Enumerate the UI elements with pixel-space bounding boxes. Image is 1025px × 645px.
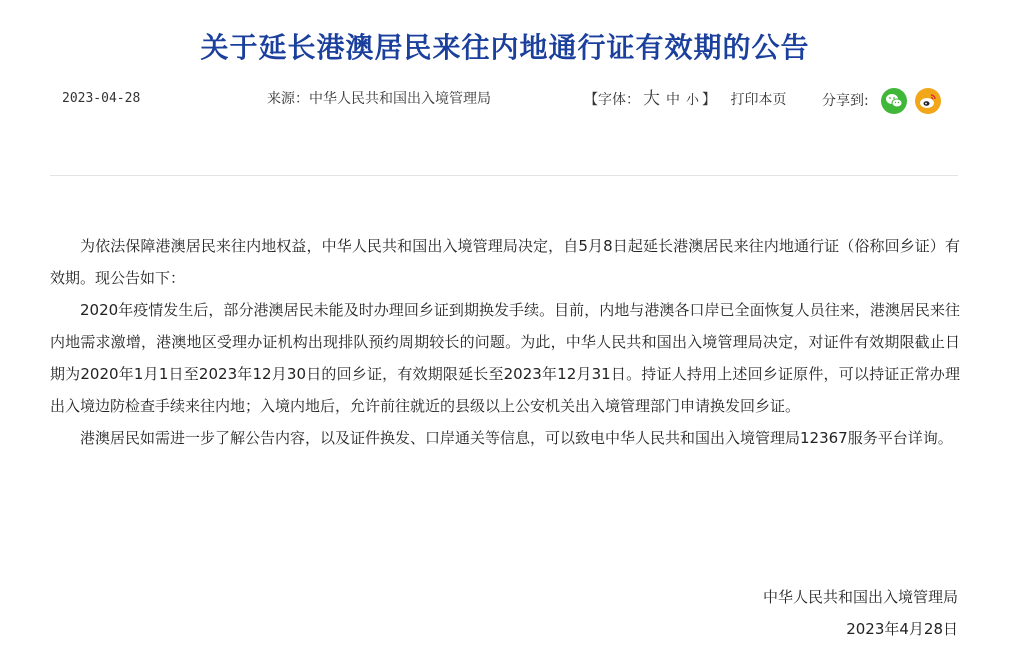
source-label: 来源：中华人民共和国出入境管理局 <box>267 91 491 107</box>
font-large-button[interactable]: 大 <box>643 89 660 109</box>
paragraph: 港澳居民如需进一步了解公告内容，以及证件换发、口岸通关等信息，可以致电中华人民共和国出入境管理局12367服务平台详询。 <box>80 429 953 447</box>
font-size-prefix: 【字体： <box>584 92 640 108</box>
share-label: 分享到: <box>822 93 869 109</box>
print-button[interactable]: 打印本页 <box>730 92 787 108</box>
page-title: 关于延长港澳居民来往内地通行证有效期的公告 <box>200 31 810 64</box>
publish-date: 2023-04-28 <box>62 91 141 106</box>
weibo-icon[interactable] <box>915 88 941 114</box>
wechat-icon[interactable] <box>881 88 907 114</box>
signature <box>763 581 958 645</box>
share-bar <box>822 88 941 114</box>
font-size-controls <box>584 88 789 112</box>
font-medium-button[interactable]: 中 <box>666 92 680 108</box>
signature-org: 中华人民共和国出入境管理局 <box>762 588 958 606</box>
font-size-suffix: 】 <box>702 92 717 108</box>
divider <box>50 175 958 176</box>
font-small-button[interactable]: 小 <box>686 93 700 108</box>
paragraph: 为依法保障港澳居民来往内地权益，中华人民共和国出入境管理局决定，自5月8日起延长港澳居民来往内地通行证（俗称回乡证）有效期。现公告如下： <box>50 237 960 287</box>
paragraph: 2020年疫情发生后，部分港澳居民未能及时办理回乡证到期换发手续。目前，内地与港澳各口岸已全面恢复人员往来，港澳居民来往内地需求激增，港澳地区受理办证机构出现排队预约周期较长的问题。为此，中华人民共和国出入境管理局决定，对证件有效期限截止日期为2020年1月1日至2023年12月30日的回乡证，有效期限延长至2023年12月31日。持证人持用上述回乡证原件，可以持证正常办理出入境边防检查手续来往内地；入境内地后，允许前往就近的县级以上公安机关出入境管理部门申请换发回乡证。 <box>50 301 960 415</box>
signature-date: 2023年4月28日 <box>846 620 958 638</box>
article-body <box>50 230 960 454</box>
